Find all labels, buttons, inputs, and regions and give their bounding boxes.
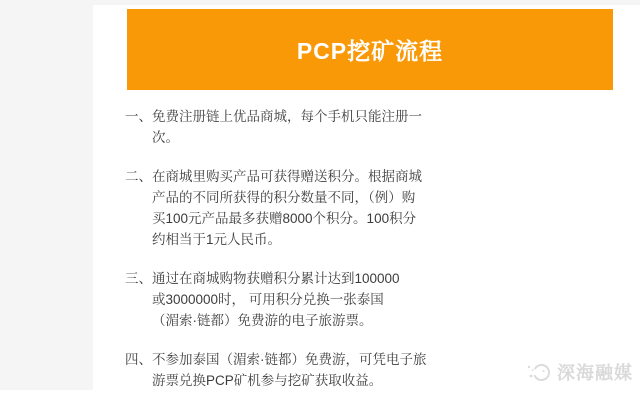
steps-list <box>125 106 465 404</box>
step-line: 买100元产品最多获赠8000个积分。100积分 <box>152 211 417 226</box>
title-banner <box>127 9 613 90</box>
step-line: 免费注册链上优品商城，每个手机只能注册一 <box>152 109 422 124</box>
list-item-marker: 四、 <box>125 352 152 367</box>
watermark-text: 深海融媒 <box>557 363 633 383</box>
step-line: 产品的不同所获得的积分数量不同，（例）购 <box>152 190 416 205</box>
banner-title: PCP挖矿流程 <box>296 38 444 64</box>
whale-circle-logo-icon <box>526 359 552 385</box>
list-item-marker: 二、 <box>125 169 152 184</box>
step-line: 在商城里购买产品可获得赠送积分。根据商城 <box>152 169 422 184</box>
page-top-margin <box>0 0 640 5</box>
list-item <box>125 268 465 331</box>
step-line: 游票兑换PCP矿机参与挖矿获取收益。 <box>152 373 383 388</box>
list-item <box>125 106 465 148</box>
list-item <box>125 349 465 391</box>
step-line: 约相当于1元人民币。 <box>152 232 282 247</box>
list-item-marker: 三、 <box>125 271 152 286</box>
step-line: 通过在商城购物获赠积分累计达到100000 <box>152 271 400 286</box>
step-line: 次。 <box>152 130 179 145</box>
list-item-text <box>152 349 427 391</box>
list-item-text <box>152 166 422 250</box>
step-line: 或3000000时， 可用积分兑换一张泰国 <box>152 292 384 307</box>
list-item-text <box>152 268 400 331</box>
watermark <box>526 359 633 385</box>
list-item-text <box>152 106 422 148</box>
step-line: 不参加泰国（湄索·链都）免费游，可凭电子旅 <box>152 352 427 367</box>
page-left-margin <box>0 0 93 390</box>
list-item <box>125 166 465 250</box>
list-item-marker: 一、 <box>125 109 152 124</box>
step-line: （湄索·链都）免费游的电子旅游票。 <box>152 313 373 328</box>
